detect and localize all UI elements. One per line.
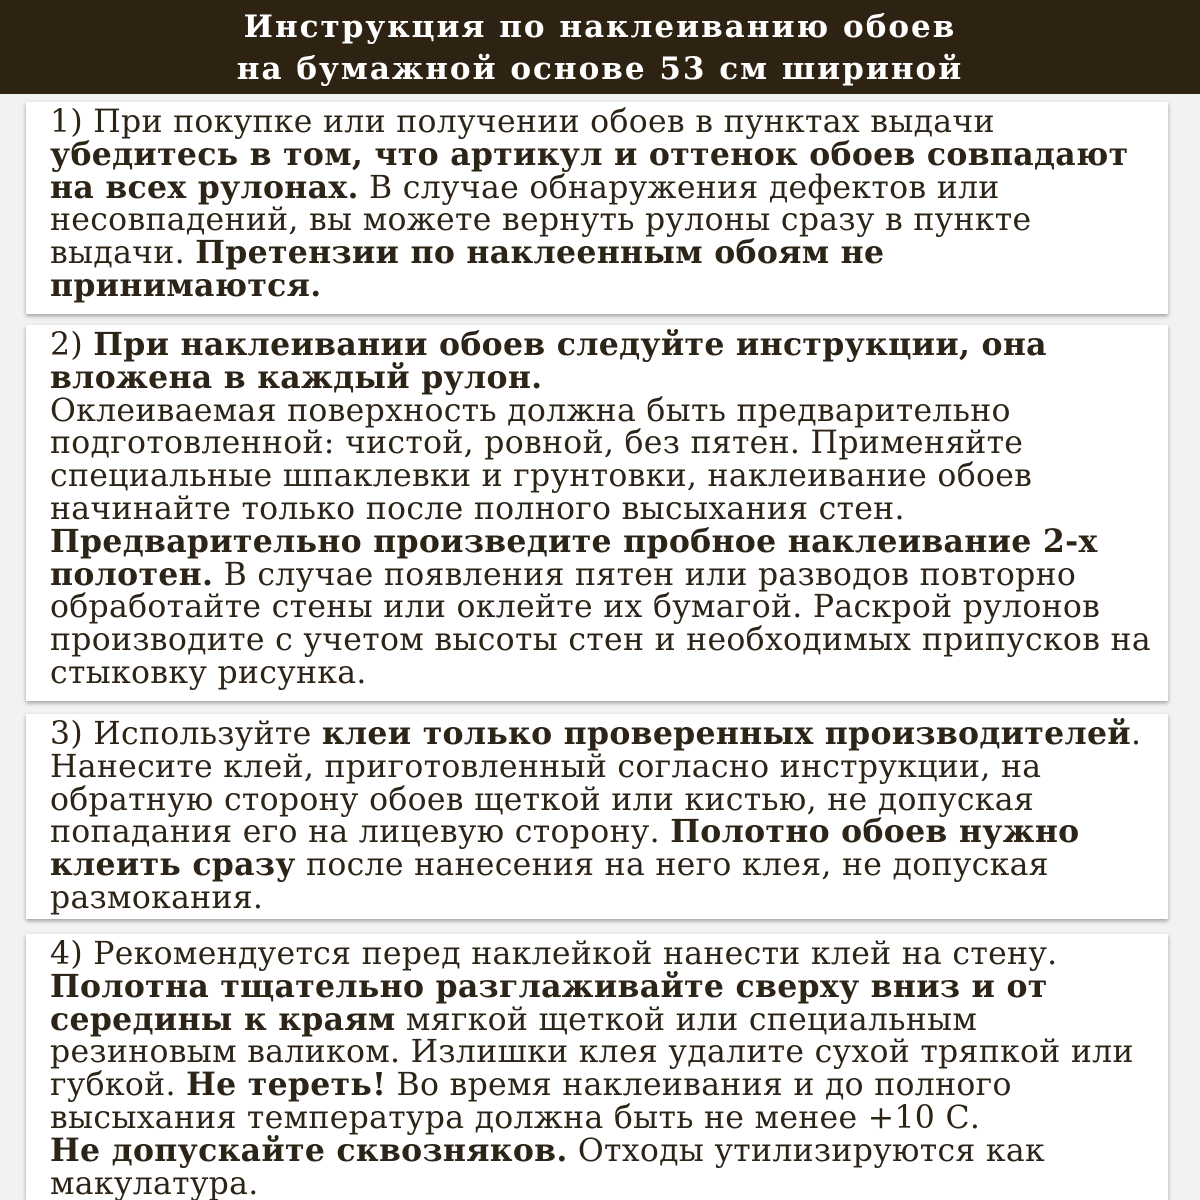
step-3-bold-part: Полотно обоев нужно клеить сразу — [50, 813, 1080, 884]
instruction-step-3 — [26, 714, 1168, 919]
instruction-step-2 — [26, 325, 1168, 701]
step-4-text — [50, 967, 1162, 1136]
instruction-step-4 — [26, 934, 1168, 1200]
step-2-bold-part: Предварительно произведите пробное наклеивание 2-х полотен. — [50, 522, 1098, 593]
page-title-line-2: на бумажной основе 53 см шириной — [236, 51, 964, 87]
step-2-text-part: В случае появления пятен или разводов повторно обработайте стены или оклейте их бумагой. Раскрой рулонов производите с учетом высоты стен и необходимых припусков на стыковку рисунка. — [50, 556, 1151, 691]
step-1-bold-part: Претензии по наклеенным обоям не принимаются. — [50, 234, 885, 304]
step-4-text-continued — [50, 1131, 1162, 1200]
step-2-text-continued — [50, 522, 1162, 691]
instruction-step-1 — [26, 102, 1168, 314]
step-2-heading — [50, 326, 1162, 396]
step-4-bold-part: Полотна тщательно разглаживайте сверху вниз и от середины к краям — [50, 967, 1048, 1038]
step-1-text — [50, 106, 1162, 303]
step-1-bold-part: убедитесь в том, что артикул и оттенок обоев совпадают на всех рулонах. — [50, 135, 1129, 206]
step-2-number: 2) — [50, 327, 94, 363]
step-3-text-part: 3) Используйте — [50, 716, 322, 752]
page-title-line-1: Инструкция по наклеиванию обоев — [243, 9, 957, 45]
page-header — [0, 0, 1200, 94]
step-3-bold-part: клеи только проверенных производителей — [321, 715, 1131, 752]
step-1-text-part: 1) При покупке или получении обоев в пунктах выдачи — [50, 104, 995, 140]
step-2-text: Оклеиваемая поверхность должна быть предварительно подготовленной: чистой, ровной, без пятен. Применяйте специальные шпаклевки и грунтовки, наклеивание обоев начинайте только после полного высыхания стен. — [50, 392, 1033, 527]
step-4-bold-part: Не допускайте сквозняков. — [50, 1131, 568, 1169]
step-4-text-part: Отходы утилизируются как макулатура. — [50, 1132, 1045, 1200]
step-3-text — [50, 715, 1162, 916]
step-3-text-part: после нанесения на него клея, не допуская размокания. — [50, 847, 1049, 916]
step-3-text-part: . Нанесите клей, приготовленный согласно инструкции, на обратную сторону обоев щеткой или кистью, не допуская попадания его на лицевую сторону. — [50, 716, 1142, 851]
step-4-intro: 4) Рекомендуется перед наклейкой нанести клей на стену. — [50, 936, 1058, 972]
step-2-bold-part: При наклеивании обоев следуйте инструкции, она вложена в каждый рулон. — [50, 326, 1047, 396]
step-1-text-part: В случае обнаружения дефектов или несовпадений, вы можете вернуть рулоны сразу в пункте выдачи. — [50, 169, 1032, 272]
step-4-text-part: Во время наклеивания и до полного высыхания температура должна быть не менее +10 С. — [50, 1067, 1012, 1136]
step-4-text-part: мягкой щеткой или специальным резиновым валиком. Излишки клея удалите сухой тряпкой или губкой. — [50, 1001, 1134, 1104]
step-4-bold-part: Не тереть! — [186, 1066, 387, 1104]
